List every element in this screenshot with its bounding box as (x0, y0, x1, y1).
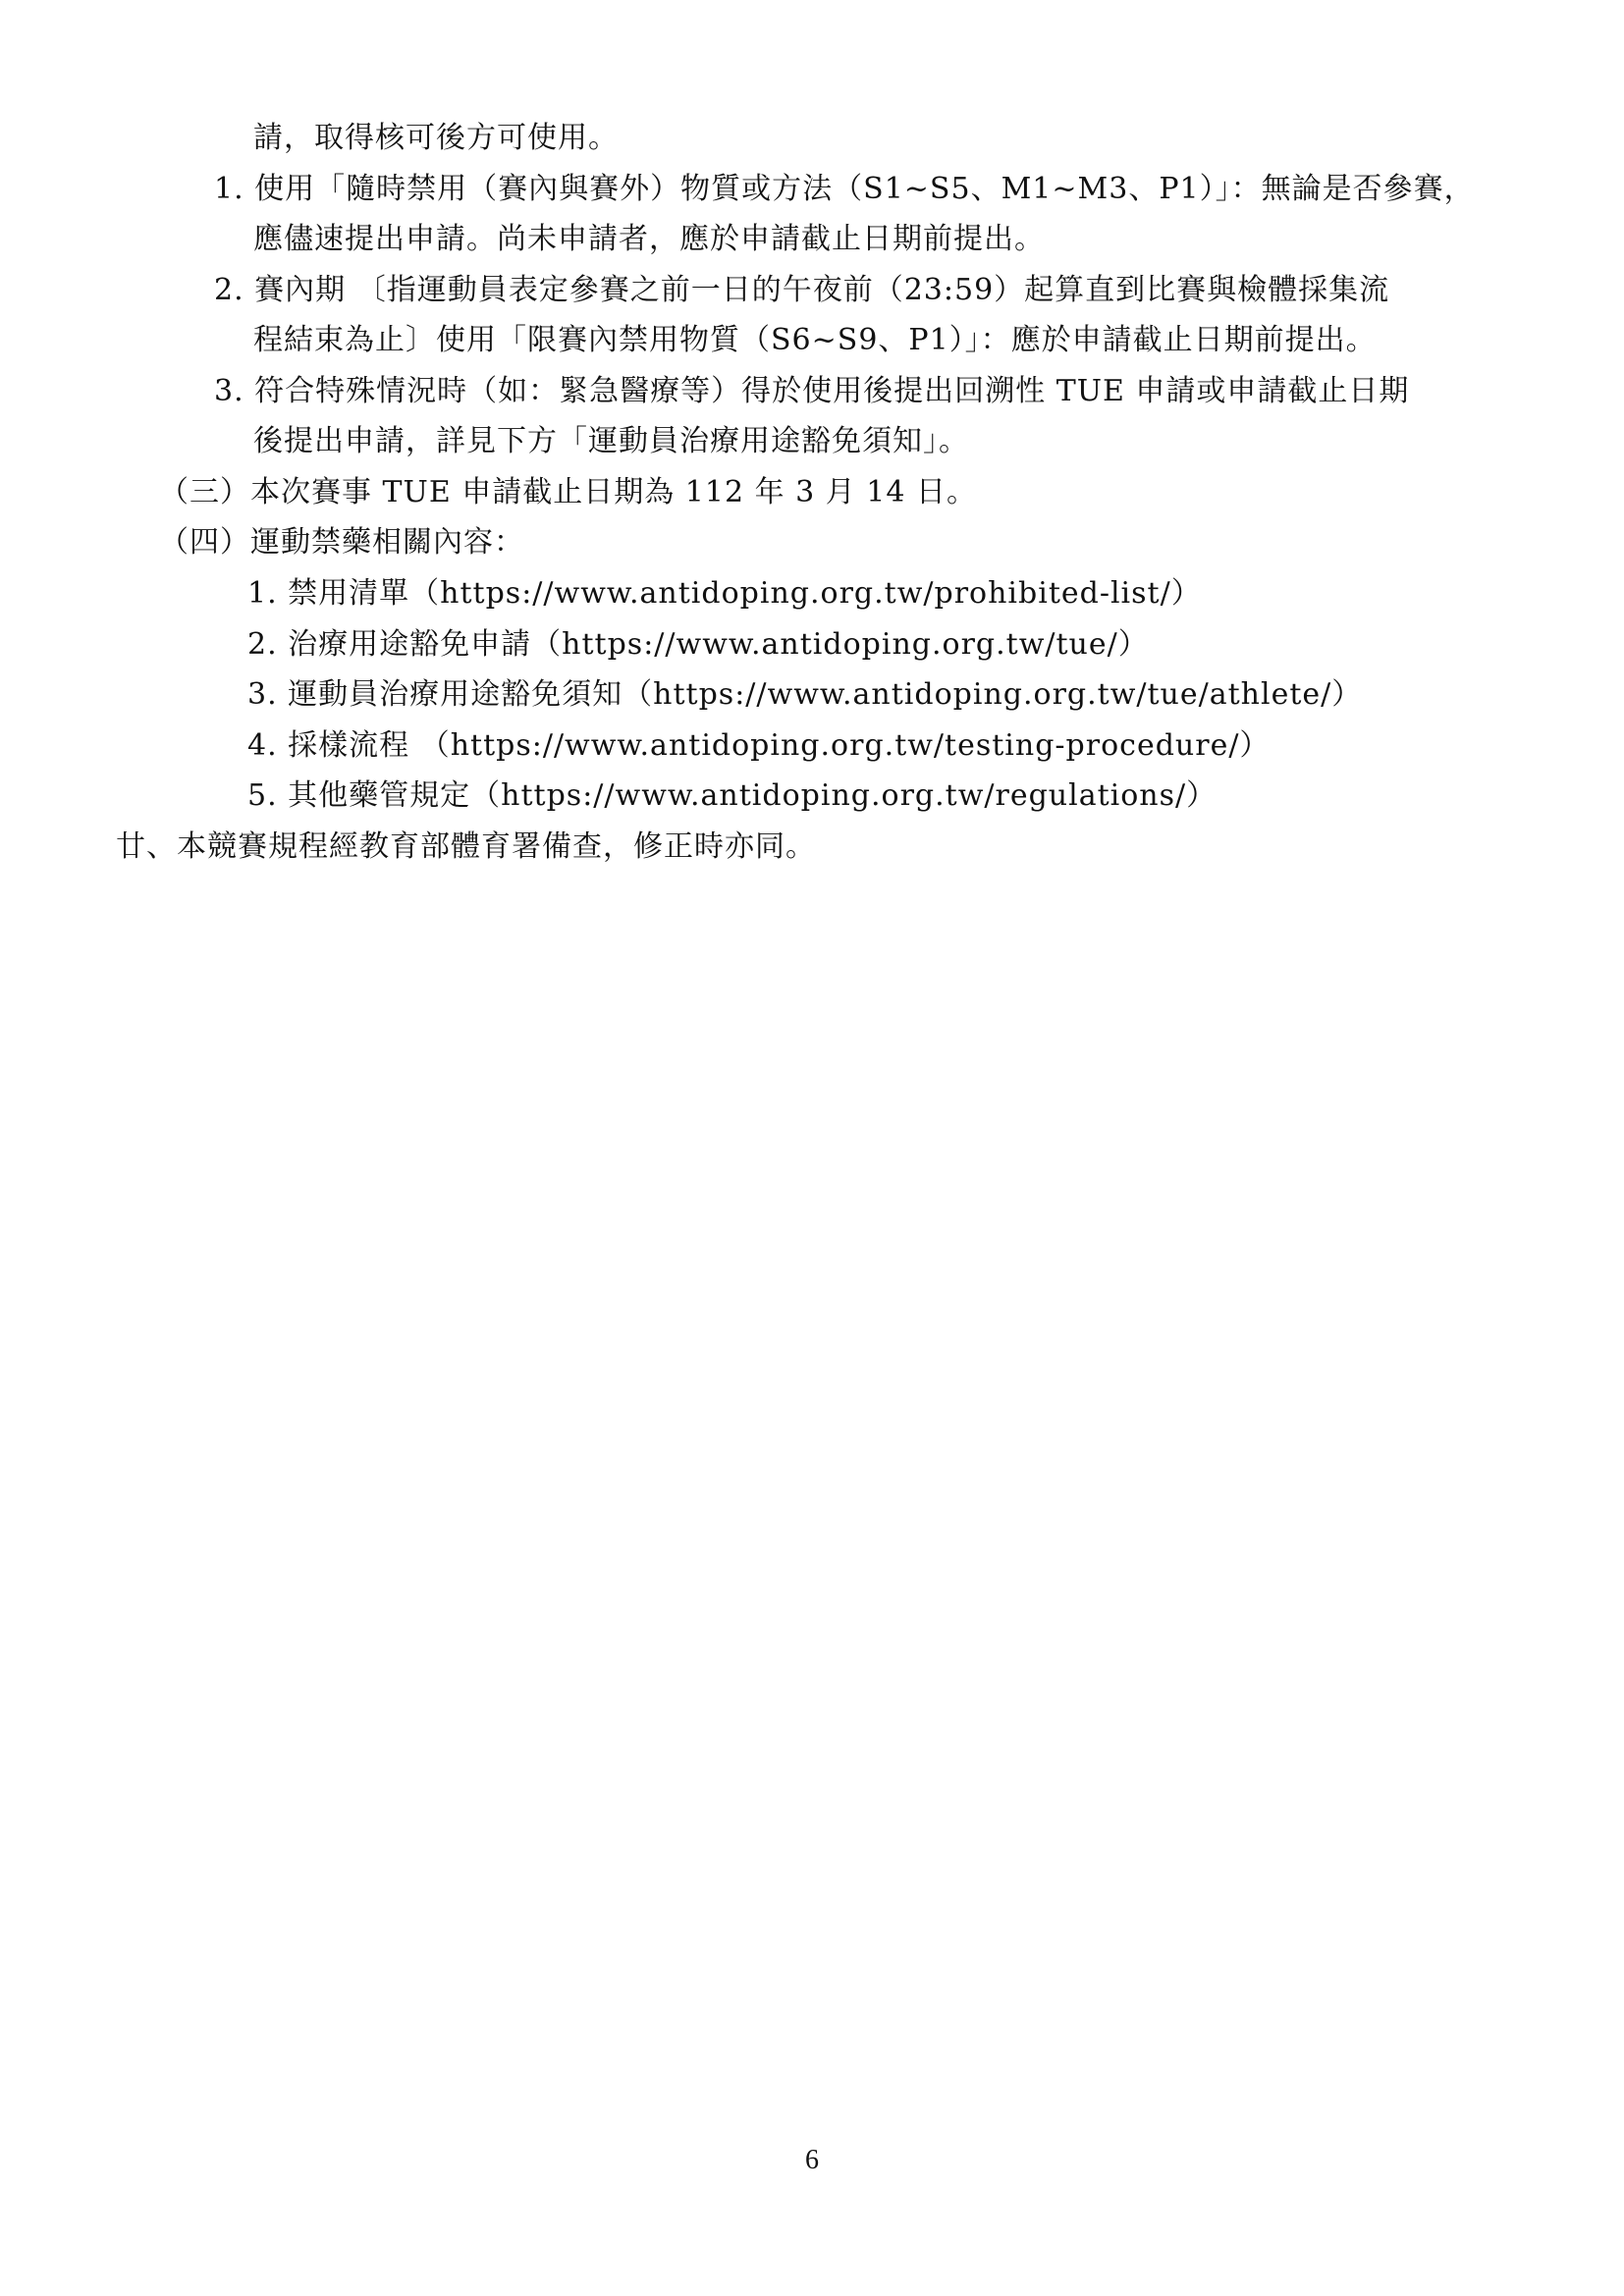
link-item-tue: 2. 治療用途豁免申請（https://www.antidoping.org.tw/tue/） (247, 627, 1149, 662)
list-item-2-continuation: 程結束為止〕使用「限賽內禁用物質（S6~S9、P1）」：應於申請截止日期前提出。 (253, 323, 1377, 357)
text-line-continuation: 請，取得核可後方可使用。 (253, 121, 619, 155)
section-three: （三）本次賽事 TUE 申請截止日期為 112 年 3 月 14 日。 (159, 475, 978, 509)
list-item-2: 2. 賽內期 〔指運動員表定參賽之前一日的午夜前（23:59）起算直到比賽與檢體採集流 (214, 273, 1390, 307)
page-number: 6 (805, 2145, 819, 2175)
list-item-3: 3. 符合特殊情況時（如：緊急醫療等）得於使用後提出回溯性 TUE 申請或申請截止日期 (214, 374, 1410, 408)
link-item-tue-athlete: 3. 運動員治療用途豁免須知（https://www.antidoping.org.tw/tue/athlete/） (247, 677, 1363, 712)
article-twenty: 廿、本競賽規程經教育部體育署備查，修正時亦同。 (116, 829, 816, 864)
section-four-heading: （四）運動禁藥相關內容： (159, 525, 524, 560)
link-item-prohibited-list: 1. 禁用清單（https://www.antidoping.org.tw/prohibited-list/） (247, 576, 1202, 611)
link-item-testing-procedure: 4. 採樣流程 （https://www.antidoping.org.tw/testing-procedure/） (247, 728, 1271, 763)
link-item-regulations: 5. 其他藥管規定（https://www.antidoping.org.tw/regulations/） (247, 778, 1218, 813)
list-item-1-continuation: 應儘速提出申請。尚未申請者，應於申請截止日期前提出。 (253, 222, 1045, 256)
list-item-1: 1. 使用「隨時禁用（賽內與賽外）物質或方法（S1~S5、M1~M3、P1）」：無論是否參賽， (214, 172, 1475, 206)
list-item-3-continuation: 後提出申請，詳見下方「運動員治療用途豁免須知」。 (253, 424, 969, 458)
